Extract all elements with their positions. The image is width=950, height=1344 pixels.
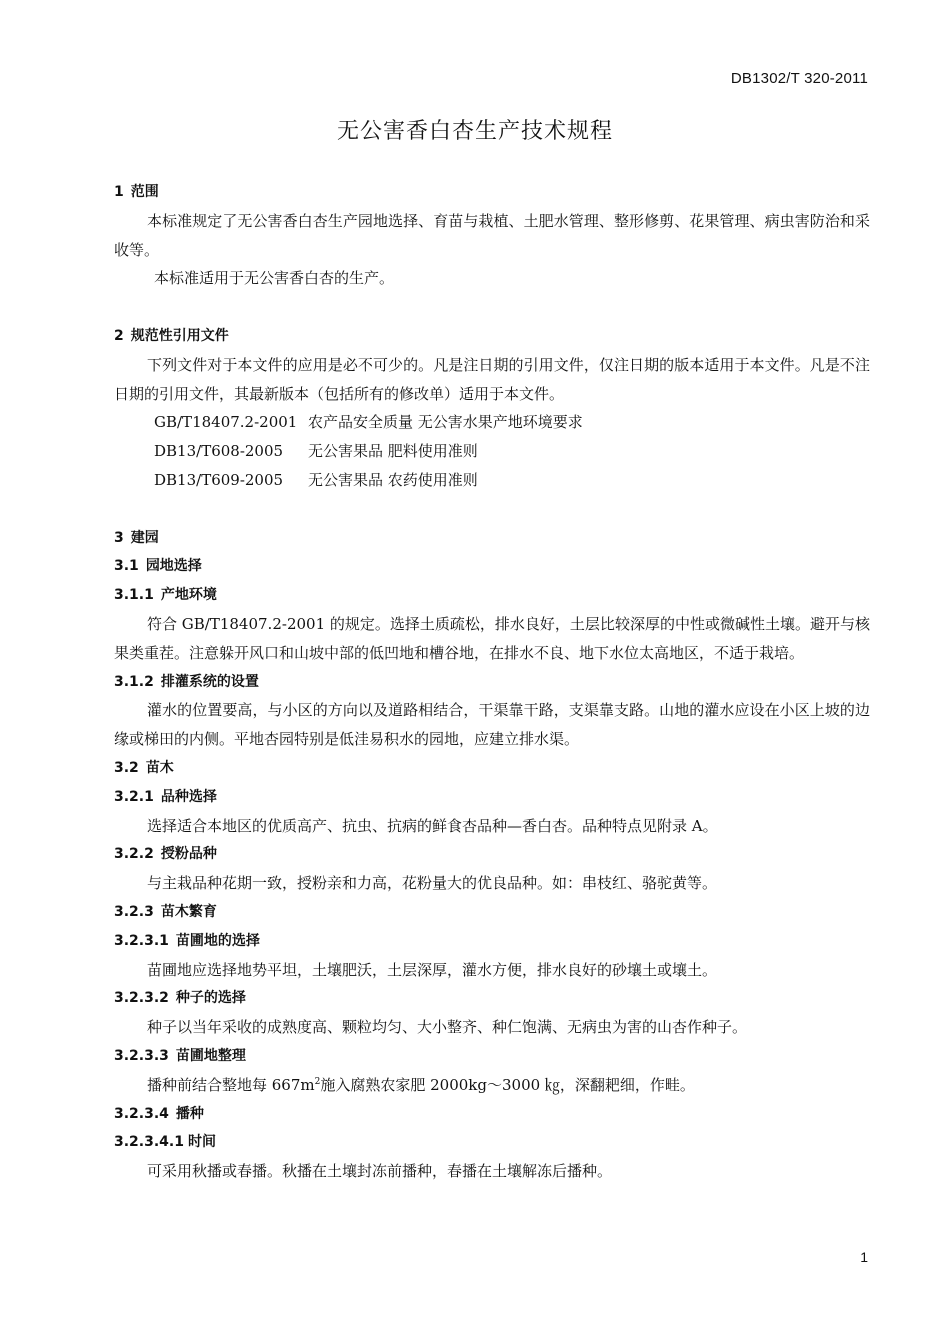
section-number: 3.2 bbox=[114, 759, 139, 776]
reference-code: DB13/T608-2005 bbox=[154, 442, 284, 461]
paragraph: 苗圃地应选择地势平坦，土壤肥沃，土层深厚，灌水方便，排水良好的砂壤土或壤土。 bbox=[147, 960, 718, 979]
paragraph: 灌水的位置要高，与小区的方向以及道路相结合，干渠靠干路，支渠靠支路。山地的灌水应设在小区上坡的边缘或梯田的内侧。平地杏园特别是低洼易积水的园地，应建立排水渠。 bbox=[114, 701, 870, 749]
section-heading bbox=[114, 1042, 870, 1071]
section-title: 苗木 bbox=[145, 759, 174, 776]
section-title: 苗木繁育 bbox=[160, 903, 217, 920]
section-heading bbox=[114, 783, 870, 812]
section-title: 排灌系统的设置 bbox=[160, 673, 259, 690]
section-title: 时间 bbox=[187, 1134, 216, 1151]
paragraph: 与主栽品种花期一致，授粉亲和力高，花粉量大的优良品种。如：串枝红、骆驼黄等。 bbox=[147, 874, 718, 893]
reference-code: DB13/T609-2005 bbox=[154, 470, 284, 489]
page-number: 1 bbox=[860, 1249, 868, 1265]
standard-code: DB1302/T 320-2011 bbox=[730, 70, 868, 87]
section-heading bbox=[114, 668, 870, 697]
section-heading bbox=[114, 322, 870, 351]
section-title: 园地选择 bbox=[145, 558, 202, 575]
reference-name: 农产品安全质量 无公害水果产地环境要求 bbox=[308, 413, 583, 432]
section-heading bbox=[114, 984, 870, 1013]
reference-item bbox=[114, 408, 870, 437]
section-number: 3.2.3.4.1 bbox=[114, 1134, 184, 1151]
paragraph: 选择适合本地区的优质高产、抗虫、抗病的鲜食杏品种—香白杏。品种特点见附录 A。 bbox=[147, 816, 718, 835]
section-number: 3.2.3.3 bbox=[114, 1047, 169, 1064]
section-number: 3.2.3.4 bbox=[114, 1105, 169, 1122]
section-number: 3.2.1 bbox=[114, 788, 154, 805]
document-title: 无公害香白杏生产技术规程 bbox=[336, 119, 613, 144]
section-title: 产地环境 bbox=[160, 587, 217, 604]
paragraph: 下列文件对于本文件的应用是必不可少的。凡是注日期的引用文件，仅注日期的版本适用于本文件。凡是不注日期的引用文件，其最新版本（包括所有的修改单）适用于本文件。 bbox=[114, 355, 870, 403]
section-heading bbox=[114, 840, 870, 869]
section-title: 播种 bbox=[175, 1105, 204, 1122]
section-title: 品种选择 bbox=[160, 788, 217, 805]
section-title: 苗圃地的选择 bbox=[175, 932, 260, 949]
section-number: 3.2.3.1 bbox=[114, 932, 169, 949]
superscript: 2 bbox=[314, 1076, 321, 1087]
reference-code: GB/T18407.2-2001 bbox=[154, 413, 298, 432]
section-number: 3.2.3.2 bbox=[114, 990, 169, 1007]
section-number: 1 bbox=[114, 184, 124, 200]
section-heading bbox=[114, 178, 870, 207]
paragraph: 种子以当年采收的成熟度高、颗粒均匀、大小整齐、种仁饱满、无病虫为害的山杏作种子。 bbox=[147, 1018, 748, 1037]
section-number: 3.1 bbox=[114, 558, 139, 575]
paragraph: 本标准规定了无公害香白杏生产园地选择、育苗与栽植、土肥水管理、整形修剪、花果管理、病虫害防治和采收等。 bbox=[114, 211, 870, 259]
section-heading bbox=[114, 1100, 870, 1129]
section-number: 3.1.2 bbox=[114, 673, 154, 690]
section-number: 3.2.3 bbox=[114, 903, 154, 920]
section-heading bbox=[114, 524, 870, 553]
paragraph: 符合 GB/T18407.2-2001 的规定。选择土质疏松，排水良好，土层比较深厚的中性或微碱性土壤。避开与核果类重茬。注意躲开风口和山坡中部的低凹地和槽谷地，在排水不良、地下水位太高地区，不适于栽培。 bbox=[114, 614, 870, 662]
paragraph-text: 播种前结合整地每 667m bbox=[147, 1075, 315, 1094]
section-title: 建园 bbox=[130, 529, 159, 546]
section-title: 苗圃地整理 bbox=[175, 1047, 246, 1064]
section-title: 种子的选择 bbox=[175, 990, 246, 1007]
section-title: 范围 bbox=[130, 184, 159, 200]
reference-item bbox=[114, 437, 870, 466]
section-title: 规范性引用文件 bbox=[130, 327, 229, 344]
paragraph: 可采用秋播或春播。秋播在土壤封冻前播种，春播在土壤解冻后播种。 bbox=[147, 1162, 613, 1181]
section-number: 2 bbox=[114, 327, 124, 344]
document-body bbox=[114, 178, 870, 1186]
section-heading bbox=[114, 898, 870, 927]
section-heading bbox=[114, 581, 870, 610]
section-number: 3 bbox=[114, 529, 124, 546]
section-heading bbox=[114, 927, 870, 956]
section-number: 3.2.2 bbox=[114, 846, 154, 863]
paragraph-text: 施入腐熟农家肥 2000kg～3000 ㎏，深翻耙细，作畦。 bbox=[320, 1075, 695, 1094]
section-heading bbox=[114, 1128, 870, 1157]
reference-name: 无公害果品 农药使用准则 bbox=[308, 470, 478, 489]
paragraph: 本标准适用于无公害香白杏的生产。 bbox=[154, 269, 395, 288]
reference-name: 无公害果品 肥料使用准则 bbox=[308, 442, 478, 461]
paragraph bbox=[114, 1071, 870, 1100]
section-heading bbox=[114, 754, 870, 783]
section-heading bbox=[114, 552, 870, 581]
section-title: 授粉品种 bbox=[160, 846, 217, 863]
reference-item bbox=[114, 466, 870, 495]
section-number: 3.1.1 bbox=[114, 587, 154, 604]
